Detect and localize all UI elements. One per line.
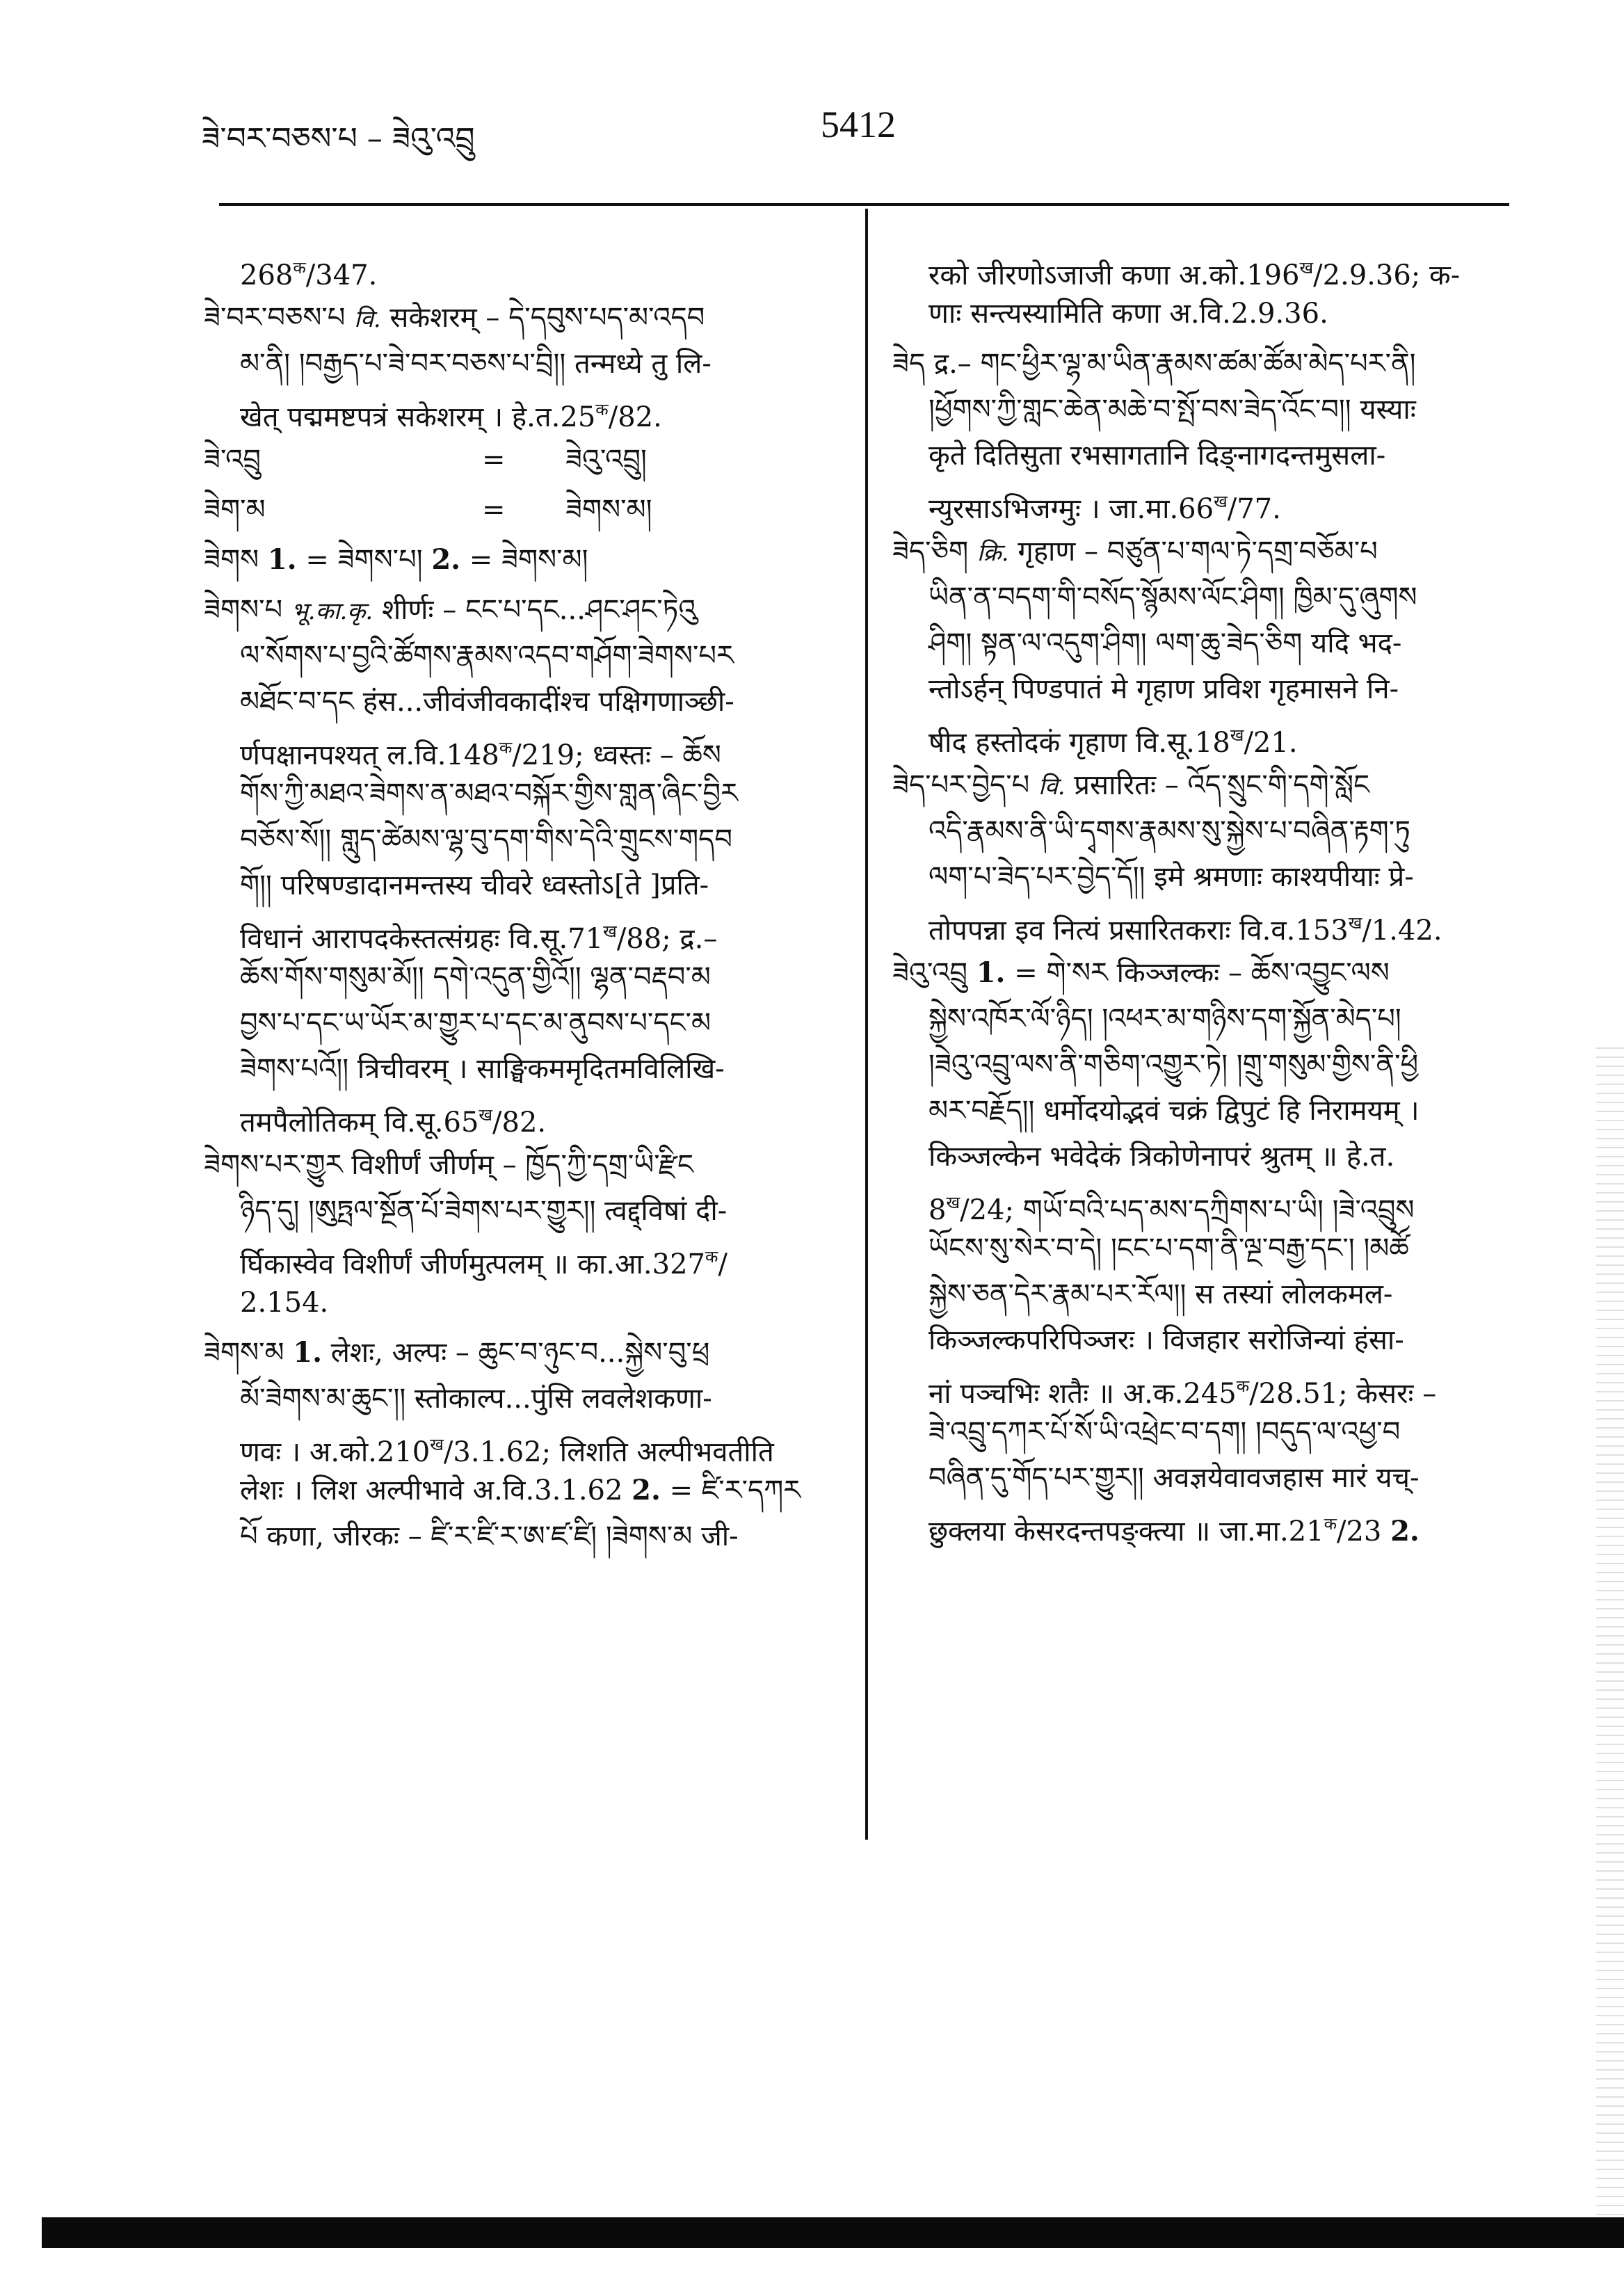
line-text: བཞིན་དུ་གོད་པར་གྱུར།། अवज्ञयेवावजहास मारं यच्- xyxy=(928,1462,1420,1494)
line-text: མཐོང་བ་དང हंस...जीवंजीवकादींश्च पक्षिगणाञ्छी- xyxy=(240,686,734,718)
line-text: णाः सन्त्यस्यामिति कणा अ.वि.2.9.36. xyxy=(928,298,1328,330)
line-text: /82. xyxy=(492,1107,547,1139)
line-text: किञ्जल्केन भवेदेकं त्रिकोणेनापरं श्रुतम् ॥ हे.त. xyxy=(928,1141,1395,1173)
dictionary-text-line xyxy=(892,1455,1539,1501)
line-text: མོ་ཟེགས་མ་ཆུང་།། स्तोकाल्प...पुंसि लवलेशकणा- xyxy=(240,1383,712,1415)
dictionary-text-line xyxy=(892,1088,1539,1134)
line-text: མ་ནི། །བརྒྱད་པ་ཟེ་བར་བཅས་པ་བྲི།། तन्मध्ये तु लि- xyxy=(240,348,711,380)
dictionary-text-line xyxy=(892,245,1539,291)
line-text: षीद हस्तोदकं गृहाण वि.सू.18 xyxy=(928,727,1230,759)
dictionary-text-line xyxy=(204,633,851,679)
line-text: तोपपन्ना इव नित्यं प्रसारितकराः वि.व.153 xyxy=(928,915,1349,947)
folio-side-marker: ख xyxy=(430,1435,444,1454)
line-text: ཤིག། སྟན་ལ་འདུག་ཤིག། ལག་ཆུ་ཟེད་ཅིག यदि भद- xyxy=(928,627,1402,659)
dictionary-text-line xyxy=(204,725,851,771)
line-text: སྐྱེས་ཅན་དེར་རྣམ་པར་རོལ།། स तस्यां लोलकमल- xyxy=(928,1278,1393,1310)
sense-number: 2. xyxy=(632,1474,661,1506)
line-text: /219; ध्वस्तः – ཆོས xyxy=(512,739,721,771)
line-text: གོ།། परिषण्डादानमन्तस्य चीवरे ध्वस्तोऽ[ते ]प्रति- xyxy=(240,869,709,901)
sense-number: 2. xyxy=(1390,1515,1420,1548)
header-rule xyxy=(219,203,1509,206)
dictionary-text-line xyxy=(892,854,1539,900)
line-text: /2.9.36; क- xyxy=(1313,259,1461,291)
dictionary-text-line xyxy=(204,1280,851,1326)
line-text: ཟེད་པར་བྱེད་པ xyxy=(892,769,1039,801)
folio-side-marker: ख xyxy=(1214,492,1228,511)
line-text: णवः । अ.को.210 xyxy=(240,1436,431,1468)
line-text: = ཟེགས་པ། xyxy=(296,544,432,576)
scan-bottom-border xyxy=(42,2217,1624,2248)
dictionary-text-line xyxy=(892,1226,1539,1271)
dictionary-text-line xyxy=(204,1234,851,1280)
grammar-label: भू.का.कृ. xyxy=(291,597,373,625)
line-text: ཉིད་དུ། །ཨུཏྤལ་སྔོན་པོ་ཟེགས་པར་གྱུར།། त्वद्द्विषां दी- xyxy=(240,1195,727,1227)
dictionary-text-line xyxy=(204,1000,851,1046)
dictionary-text-line xyxy=(892,900,1539,946)
column-divider xyxy=(865,209,868,1840)
dictionary-text-line xyxy=(892,996,1539,1042)
dictionary-text-line xyxy=(892,387,1539,433)
line-text: ཟེགས་པ xyxy=(204,594,291,626)
dictionary-entry-line xyxy=(204,587,851,633)
left-column xyxy=(204,245,851,1559)
line-text: 2.154. xyxy=(240,1287,329,1319)
line-text: /28.51; केसरः – xyxy=(1249,1378,1437,1410)
line-text: ཟེགས xyxy=(204,544,268,576)
dictionary-text-line xyxy=(204,387,851,433)
line-text: སྐྱེས་འཁོར་ལོ་ཉིད། །འཕར་མ་གཉིས་དག་སྐྱོན་མེད་པ། xyxy=(928,1003,1401,1035)
dictionary-text-line xyxy=(892,1317,1539,1363)
dictionary-text-line xyxy=(204,954,851,1000)
line-text: ལ་སོགས་པ་བྱའི་ཚོགས་རྣམས་འདབ་གཤོག་ཟེགས་པར xyxy=(240,640,734,672)
dictionary-text-line xyxy=(204,1092,851,1138)
line-text: = xyxy=(482,444,506,476)
line-text: छुक्लया केसरदन्तपङ्क्त्या ॥ जा.मा.21 xyxy=(928,1516,1324,1548)
dictionary-text-line xyxy=(892,1042,1539,1088)
line-text: /1.42. xyxy=(1362,915,1442,947)
dictionary-text-line xyxy=(892,620,1539,666)
line-text: र्णपक्षानपश्यत् ल.वि.148 xyxy=(240,739,499,771)
line-text: 8 xyxy=(928,1194,947,1226)
line-text: ཟེད द्र.– གང་ཕྱིར་ལྷ་མ་ཡིན་རྣམས་ཚམ་ཚོམ་མེད་པར་ནི། xyxy=(892,348,1416,380)
line-text: = ཟེགས་མ། xyxy=(460,544,588,576)
sense-number: 1. xyxy=(976,956,1006,989)
dictionary-text-line xyxy=(204,771,851,817)
dictionary-text-line xyxy=(204,1513,851,1559)
line-text: /3.1.62; लिशति अल्पीभवतीति xyxy=(443,1436,774,1468)
dictionary-text-line xyxy=(892,433,1539,479)
line-text: नां पञ्चभिः शतैः ॥ अ.क.245 xyxy=(928,1378,1237,1410)
line-text: ཟེགས་པའོ།། त्रिचीवरम् । साङ्घिकममृदितमविलिखि- xyxy=(240,1053,725,1085)
line-text: लेशः, अल्पः – ཆུང་བ་ཉུང་བ...སྐྱེས་བུ་ཕྲ xyxy=(322,1337,710,1369)
folio-side-marker: क xyxy=(499,738,513,757)
dictionary-text-line xyxy=(892,666,1539,712)
line-text: ལག་པ་ཟེད་པར་བྱེད་དོ།། इमे श्रमणाः काश्यपीयाः प्रे- xyxy=(928,861,1414,893)
folio-side-marker: क xyxy=(1324,1514,1337,1534)
dictionary-entry-line xyxy=(204,1142,851,1188)
dictionary-text-line xyxy=(892,712,1539,758)
line-text: ཟེའུ་འབྲུ། xyxy=(565,444,647,476)
dictionary-entry-line xyxy=(892,341,1539,387)
sense-number: 1. xyxy=(293,1336,323,1369)
dictionary-text-line xyxy=(204,1468,851,1513)
line-text: खेत् पद्ममष्टपत्रं सकेशरम् । हे.त.25 xyxy=(240,401,596,433)
line-text: །ཕྱོགས་ཀྱི་གླང་ཆེན་མཆེ་བ་སྤོ་བས་ཟེད་འོང་བ།། यस्याः xyxy=(928,394,1416,426)
line-text: न्युरसाऽभिजग्मुः । जा.मा.66 xyxy=(928,493,1214,525)
dictionary-text-line xyxy=(204,245,851,291)
line-text: किञ्जल्कपरिपिञ्जरः । विजहार सरोजिन्यां हंसा- xyxy=(928,1324,1404,1356)
line-text: /88; द्र.– xyxy=(616,923,718,955)
line-text: བྱས་པ་དང་ཡ་ཡོར་མ་གྱུར་པ་དང་མ་ནུབས་པ་དང་མ xyxy=(240,1007,711,1039)
folio-side-marker: ख xyxy=(1299,258,1314,278)
grammar-label: वि. xyxy=(1038,773,1066,801)
folio-side-marker: क xyxy=(1236,1376,1250,1396)
running-title: ཟེ་བར་བཅས་པ – ཟེའུ་འབྲུ xyxy=(202,121,475,156)
dictionary-text-line xyxy=(892,479,1539,524)
line-text: तमपैलोतिकम् वि.सू.65 xyxy=(240,1107,479,1139)
grammar-label: क्रि. xyxy=(976,539,1009,567)
line-text: गृहाण – བཙུན་པ་གལ་ཏེ་དགྲ་བཅོམ་པ xyxy=(1008,536,1378,568)
grammar-label: वि. xyxy=(354,305,381,333)
folio-side-marker: क xyxy=(705,1247,718,1267)
line-text: ཟེའུ་འབྲུ xyxy=(892,957,976,989)
folio-side-marker: ख xyxy=(946,1193,960,1212)
dictionary-text-line xyxy=(892,1271,1539,1317)
dictionary-text-line xyxy=(892,808,1539,854)
line-text: /77. xyxy=(1227,493,1281,525)
line-text: /21. xyxy=(1244,727,1298,759)
sense-number: 1. xyxy=(267,543,297,576)
scan-edge-noise xyxy=(1596,1043,1624,2226)
line-text: ཟེ་འབྲུ་དཀར་པོ་སོ་ཡི་འཕྲེང་བ་དག། །བདུད་ལ་འཕྱ་བ xyxy=(928,1416,1401,1448)
line-text: ཟེགས་མ xyxy=(204,1337,294,1369)
line-text: པོ कणा, जीरकः – ཛི་ར་ཛི་ར་ཨ་ཛ་ཛི། །ཟེགས་མ जी- xyxy=(240,1520,739,1552)
line-text: །ཟེའུ་འབྲུ་ལས་ནི་གཅིག་འགྱུར་ཏེ། །གྲུ་གསུམ་གྱིས་ནི་ཕྱི xyxy=(928,1049,1419,1081)
dictionary-text-line xyxy=(204,817,851,862)
line-text: र्घिकास्वेव विशीर्णं जीर्णमुत्पलम् ॥ का.आ.327 xyxy=(240,1248,705,1280)
line-text: शीर्णः – ངང་པ་དང...ཤང་ཤང་ཏེའུ xyxy=(373,594,697,626)
folio-side-marker: ख xyxy=(479,1105,493,1125)
dictionary-entry-line xyxy=(892,762,1539,808)
line-text: सकेशरम् – དེ་དབུས་པད་མ་འདབ xyxy=(380,302,705,334)
line-text: ཟེད་ཅིག xyxy=(892,536,977,568)
folio-side-marker: क xyxy=(595,400,609,419)
dictionary-text-line xyxy=(204,679,851,725)
dictionary-text-line xyxy=(204,341,851,387)
page-number: 5412 xyxy=(821,104,896,145)
line-text: མར་བརྗོད།། धर्मोदयोद्भवं चक्रं द्विपुटं हि निरामयम् । xyxy=(928,1095,1420,1127)
dictionary-entry-line xyxy=(892,529,1539,574)
line-text: = xyxy=(482,494,506,526)
folio-side-marker: ख xyxy=(1348,913,1362,933)
line-text: = ཛི་ར་དཀར xyxy=(660,1475,801,1506)
dictionary-text-line xyxy=(204,1188,851,1234)
dictionary-text-line xyxy=(892,1409,1539,1455)
dictionary-text-line xyxy=(204,1422,851,1468)
line-text: ཆོས་གོས་གསུམ་མོ།། དགེ་འདུན་གྱིའོ།། ལྷན་བརྡབ་མ xyxy=(240,961,711,993)
line-text: /82. xyxy=(608,401,662,433)
line-text: ཡོངས་སུ་སེར་བ་དེ། །ངང་པ་དག་ནི་ལྔ་བརྒྱ་དང་། །མཚོ xyxy=(928,1232,1409,1264)
folio-side-marker: ख xyxy=(1230,725,1244,745)
dictionary-text-line xyxy=(204,1376,851,1422)
right-column xyxy=(892,245,1539,1547)
line-text: བཅོས་སོ།། གླུད་ཚེམས་ལྷ་བུ་དག་གིས་དེའི་གྲུངས་གདབ xyxy=(240,823,732,855)
dictionary-entry-line xyxy=(204,487,851,533)
dictionary-entry-line xyxy=(204,295,851,341)
dictionary-text-line xyxy=(892,1180,1539,1226)
line-text: रको जीरणोऽजाजी कणा अ.को.196 xyxy=(928,259,1300,291)
dictionary-text-line xyxy=(892,574,1539,620)
line-text: विधानं आरापदकेस्तत्संग्रहः वि.सू.71 xyxy=(240,923,604,955)
dictionary-text-line xyxy=(204,1046,851,1092)
dictionary-text-line xyxy=(892,1134,1539,1180)
dictionary-text-line xyxy=(204,908,851,954)
dictionary-text-line xyxy=(204,862,851,908)
line-text: ཟེ་བར་བཅས་པ xyxy=(204,302,355,334)
line-text: འདི་རྣམས་ནི་ཡི་དྭགས་རྣམས་སུ་སྐྱེས་པ་བཞིན་རྟག་ཏུ xyxy=(928,815,1410,847)
folio-side-marker: ख xyxy=(603,922,617,941)
sense-number: 2. xyxy=(431,543,461,576)
line-text: /347. xyxy=(305,259,378,291)
dictionary-text-line xyxy=(892,1501,1539,1547)
line-text: གོས་ཀྱི་མཐའ་ཟེགས་ན་མཐའ་བསྐོར་གྱིས་གླན་ཞིང་བྱིར xyxy=(240,778,738,810)
dictionary-entry-line xyxy=(892,950,1539,996)
line-text: ཟེགས་པར་གྱུར विशीर्णं जीर्णम् – ཁྱོད་ཀྱི་དགྲ་ཡི་རྫིང xyxy=(204,1149,693,1181)
line-text: ཡིན་ན་བདག་གི་བསོད་སྙོམས་ལོང་ཤིག། ཁྱིམ་དུ་ཞུགས xyxy=(928,581,1417,613)
line-text: ཟེག་མ xyxy=(204,494,266,526)
line-text: लेशः । लिश अल्पीभावे अ.वि.3.1.62 xyxy=(240,1475,632,1506)
line-text: ཟེགས་མ། xyxy=(565,494,652,526)
line-text: प्रसारितः – འོད་སྲུང་གི་དགེ་སློང xyxy=(1065,769,1370,801)
line-text: / xyxy=(718,1248,727,1280)
line-text: = གེ་སར किञ्जल्कः – ཆོས་འབྱུང་ལས xyxy=(1005,957,1390,989)
folio-side-marker: क xyxy=(293,258,306,278)
line-text: कृते दितिसुता रभसागतानि दिङ्नागदन्तमुसला- xyxy=(928,440,1386,472)
dictionary-entry-line xyxy=(204,1330,851,1376)
dictionary-text-line xyxy=(892,291,1539,337)
dictionary-entry-line xyxy=(204,537,851,583)
line-text: न्तोऽर्हन् पिण्डपातं मे गृहाण प्रविश गृहमासने नि- xyxy=(928,673,1399,705)
line-text: /23 xyxy=(1337,1516,1391,1548)
dictionary-text-line xyxy=(892,1363,1539,1409)
line-text: /24; གཡོ་བའི་པད་མས་དཀྲིགས་པ་ཡི། །ཟེ་འབྲུས xyxy=(960,1194,1415,1226)
dictionary-entry-line xyxy=(204,437,851,483)
line-text: 268 xyxy=(240,259,294,291)
line-text: ཟེ་འབྲུ xyxy=(204,444,261,476)
